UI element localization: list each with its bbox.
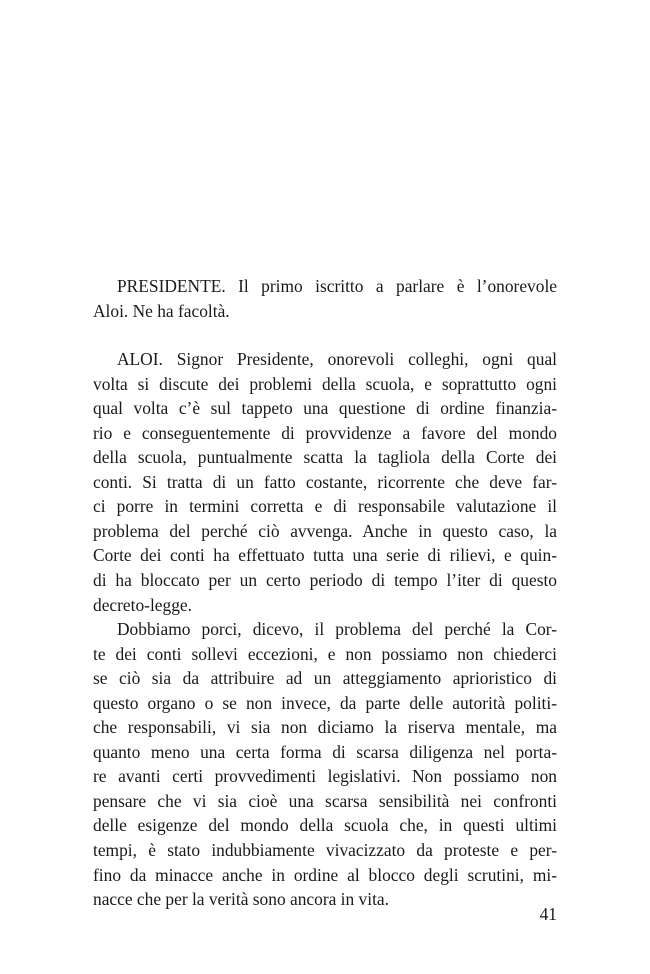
text-line: te dei conti sollevi eccezioni, e non possiamo non chiederci [93,643,557,664]
text-line: questo organo o se non invece, da parte delle autorità politi- [93,692,557,713]
text-line: se ciò sia da attribuire ad un atteggiamento aprioristico di [93,668,557,689]
text-line: volta si discute dei problemi della scuola, e soprattutto ogni [93,373,557,394]
text-line: re avanti certi provvedimenti legislativi. Non possiamo non [93,766,557,787]
text-line: qual volta c’è sul tappeto una questione di ordine finanzia- [93,398,557,419]
text-line: decreto-legge. [93,594,192,615]
text-line: conti. Si tratta di un fatto costante, ricorrente che deve far- [93,471,557,492]
text-line: pensare che vi sia cioè una scarsa sensibilità nei confronti [93,790,557,811]
text-line: Dobbiamo porci, dicevo, il problema del perché la Cor- [117,619,557,640]
paragraph-president [93,274,557,323]
text-line: problema del perché ciò avvenga. Anche in questo caso, la [93,520,557,541]
text-line: della scuola, puntualmente scatta la tagliola della Corte dei [93,447,557,468]
text-line: ci porre in termini corretta e di responsabile valutazione il [93,496,557,517]
text-line: PRESIDENTE. Il primo iscritto a parlare è l’onorevole [117,276,557,296]
paragraph-gap [93,323,557,347]
text-line: di ha bloccato per un certo periodo di tempo l’iter di questo [93,570,557,591]
paragraph-dobbiamo [93,617,557,912]
text-line: ALOI. Signor Presidente, onorevoli colleghi, ogni qual [117,349,557,370]
text-line: che responsabili, vi sia non diciamo la riserva mentale, ma [93,717,557,738]
text-line: quanto meno una certa forma di scarsa diligenza nel porta- [93,741,557,762]
text-line: nacce che per la verità sono ancora in vita. [93,889,389,910]
text-line: tempi, è stato indubbiamente vivacizzato da proteste e per- [93,840,557,861]
text-line: Aloi. Ne ha facoltà. [93,300,230,321]
text-line: rio e conseguentemente di provvidenze a favore del mondo [93,422,557,443]
body-text [93,274,557,912]
text-line: delle esigenze del mondo della scuola che, in questi ultimi [93,815,557,836]
paragraph-aloi [93,347,557,617]
text-line: fino da minacce anche in ordine al blocco degli scrutini, mi- [93,864,557,885]
text-line: Corte dei conti ha effettuato tutta una serie di rilievi, e quin- [93,545,557,566]
page-number: 41 [539,904,557,924]
